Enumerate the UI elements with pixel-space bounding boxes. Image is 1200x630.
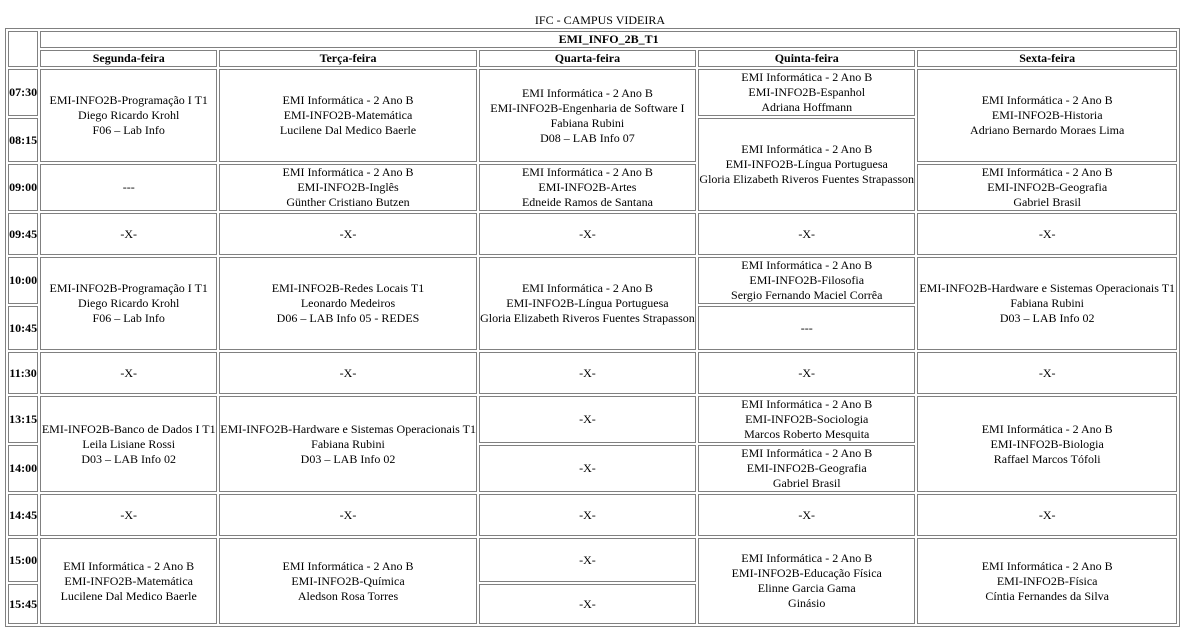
slot-line: EMI-INFO2B-Filosofia xyxy=(749,273,865,287)
slot-line: -X- xyxy=(120,507,138,522)
slot-line: EMI-INFO2B-Física xyxy=(996,573,1098,588)
slot-line: EMI-INFO2B-Matemática xyxy=(283,108,413,122)
slot-line: EMI Informática - 2 Ano B xyxy=(741,258,873,272)
slot-line: EMI Informática - 2 Ano B xyxy=(741,70,873,84)
slot-line: Lucilene Dal Medico Baerle xyxy=(279,123,417,137)
slot-line: -X- xyxy=(120,226,138,241)
class-slot-tuesday xyxy=(219,69,477,162)
slot-line: Adriano Bernardo Moraes Lima xyxy=(970,123,1125,137)
class-slot-friday xyxy=(917,494,1177,536)
slot-line: Gloria Elizabeth Riveros Fuentes Strapasson xyxy=(480,311,695,325)
slot-line: EMI-INFO2B-Geografia xyxy=(987,180,1108,194)
class-slot-friday xyxy=(917,396,1177,492)
slot-line: EMI Informática - 2 Ano B xyxy=(282,165,414,179)
slot-line: EMI-INFO2B-Matemática xyxy=(64,573,194,588)
slot-line: Ginásio xyxy=(788,596,826,610)
slot-line: EMI Informática - 2 Ano B xyxy=(521,165,653,179)
slot-line: Fabiana Rubini xyxy=(311,436,385,451)
class-slot-monday xyxy=(40,164,217,211)
slot-line: EMI-INFO2B-Língua Portuguesa xyxy=(725,157,888,171)
slot-line: EMI Informática - 2 Ano B xyxy=(741,551,873,565)
slot-line: EMI Informática - 2 Ano B xyxy=(63,558,195,573)
slot-line: EMI-INFO2B-Hardware e Sistemas Operacionais T1 xyxy=(919,281,1176,295)
slot-line: EMI-INFO2B-Banco de Dados I T1 xyxy=(41,421,216,436)
class-slot-friday xyxy=(917,164,1177,211)
class-slot-monday xyxy=(40,352,217,394)
class-slot-monday xyxy=(40,494,217,536)
slot-line: -X- xyxy=(798,226,816,241)
slot-line: -X- xyxy=(1038,365,1056,380)
slot-line: Fabiana Rubini xyxy=(550,115,625,130)
slot-line: D03 – LAB Info 02 xyxy=(81,451,177,466)
slot-line: Gabriel Brasil xyxy=(772,476,841,490)
slot-line: EMI-INFO2B-Geografia xyxy=(746,461,867,475)
class-slot-thursday xyxy=(698,352,915,394)
slot-line: -X- xyxy=(798,507,816,522)
class-slot-monday xyxy=(40,69,217,162)
slot-line: Raffael Marcos Tófoli xyxy=(993,451,1101,466)
slot-line: Fabiana Rubini xyxy=(1010,296,1085,310)
corner-cell xyxy=(8,31,38,67)
class-slot-tuesday xyxy=(219,164,477,211)
slot-line: -X- xyxy=(339,365,357,380)
slot-line: Diego Ricardo Krohl xyxy=(78,108,180,122)
class-slot-wednesday xyxy=(479,352,696,394)
slot-line: EMI-INFO2B-Hardware e Sistemas Operacionais T1 xyxy=(220,421,476,436)
class-slot-monday xyxy=(40,213,217,255)
slot-line: -X- xyxy=(339,226,357,241)
slot-line: EMI-INFO2B-Língua Portuguesa xyxy=(506,296,669,310)
class-slot-tuesday xyxy=(219,538,477,624)
class-slot-tuesday xyxy=(219,213,477,255)
slot-line: D03 – LAB Info 02 xyxy=(999,311,1095,325)
schedule-body xyxy=(8,69,1177,624)
slot-line: -X- xyxy=(579,461,596,475)
slot-line: EMI Informática - 2 Ano B xyxy=(981,421,1113,436)
class-slot-thursday xyxy=(698,257,915,304)
slot-line: D06 – LAB Info 05 - REDES xyxy=(276,311,420,325)
day-header-tuesday: Terça-feira xyxy=(219,50,477,67)
slot-line: EMI-INFO2B-Engenharia de Software I xyxy=(490,100,685,115)
class-slot-thursday xyxy=(698,69,915,116)
slot-line: Leonardo Medeiros xyxy=(300,296,396,310)
class-slot-wednesday xyxy=(479,584,696,624)
slot-line: Elinne Garcia Gama xyxy=(757,581,856,595)
slot-line: -X- xyxy=(579,507,596,522)
slot-line: -X- xyxy=(1038,226,1056,241)
slot-line: EMI-INFO2B-Educação Física xyxy=(731,566,882,580)
slot-line: EMI-INFO2B-Artes xyxy=(538,180,637,194)
class-slot-thursday xyxy=(698,306,915,350)
class-slot-wednesday xyxy=(479,164,696,211)
class-slot-thursday xyxy=(698,213,915,255)
slot-line: EMI-INFO2B-Inglês xyxy=(297,180,399,194)
time-row xyxy=(8,538,1177,582)
slot-line: -X- xyxy=(579,365,596,380)
slot-line: EMI Informática - 2 Ano B xyxy=(282,93,414,107)
slot-line: EMI-INFO2B-Sociologia xyxy=(745,412,869,426)
class-slot-tuesday xyxy=(219,257,477,350)
class-slot-thursday xyxy=(698,538,915,624)
slot-line: -X- xyxy=(120,365,138,380)
class-slot-wednesday xyxy=(479,213,696,255)
slot-line: -X- xyxy=(579,226,596,241)
class-slot-friday xyxy=(917,69,1177,162)
slot-line: Lucilene Dal Medico Baerle xyxy=(60,588,197,603)
slot-line: Edneide Ramos de Santana xyxy=(521,195,653,209)
class-slot-monday xyxy=(40,396,217,492)
class-slot-friday xyxy=(917,257,1177,350)
slot-line: F06 – Lab Info xyxy=(92,311,165,325)
class-slot-wednesday xyxy=(479,538,696,582)
slot-line: -X- xyxy=(579,412,596,426)
slot-line: EMI Informática - 2 Ano B xyxy=(521,281,653,295)
class-slot-thursday xyxy=(698,445,915,492)
slot-line: Gabriel Brasil xyxy=(1013,195,1082,209)
time-label: 13:15 xyxy=(8,396,38,443)
day-header-friday: Sexta-feira xyxy=(917,50,1177,67)
slot-line: EMI Informática - 2 Ano B xyxy=(981,93,1113,107)
time-row xyxy=(8,494,1177,536)
slot-line: --- xyxy=(122,180,135,194)
time-label: 08:15 xyxy=(8,118,38,162)
time-label: 09:45 xyxy=(8,213,38,255)
class-slot-tuesday xyxy=(219,352,477,394)
time-label: 15:00 xyxy=(8,538,38,582)
slot-line: Adriana Hoffmann xyxy=(761,100,853,114)
slot-line: Sergio Fernando Maciel Corrêa xyxy=(731,288,883,302)
slot-line: D08 – LAB Info 07 xyxy=(540,130,635,145)
slot-line: EMI Informática - 2 Ano B xyxy=(981,558,1113,573)
slot-line: --- xyxy=(800,320,813,335)
slot-line: Günther Cristiano Butzen xyxy=(286,195,410,209)
class-slot-thursday xyxy=(698,494,915,536)
slot-line: EMI-INFO2B-Espanhol xyxy=(748,85,866,99)
slot-line: EMI Informática - 2 Ano B xyxy=(741,142,873,156)
slot-line: -X- xyxy=(579,552,596,567)
class-slot-thursday xyxy=(698,396,915,443)
time-row xyxy=(8,352,1177,394)
slot-line: -X- xyxy=(1038,507,1056,522)
slot-line: EMI-INFO2B-Programação I T1 xyxy=(49,281,208,295)
slot-line: EMI Informática - 2 Ano B xyxy=(521,85,653,100)
slot-line: D03 – LAB Info 02 xyxy=(300,451,396,466)
time-label: 15:45 xyxy=(8,584,38,624)
time-row xyxy=(8,257,1177,304)
class-slot-tuesday xyxy=(219,396,477,492)
slot-line: -X- xyxy=(798,365,816,380)
schedule-table xyxy=(5,28,1180,627)
slot-line: Diego Ricardo Krohl xyxy=(78,296,180,310)
slot-line: EMI-INFO2B-Química xyxy=(291,573,405,588)
class-title: EMI_INFO_2B_T1 xyxy=(40,31,1177,48)
class-slot-tuesday xyxy=(219,494,477,536)
slot-line: EMI-INFO2B-Programação I T1 xyxy=(49,93,208,107)
slot-line: -X- xyxy=(579,596,596,611)
slot-line: Cíntia Fernandes da Silva xyxy=(985,588,1110,603)
slot-line: Gloria Elizabeth Riveros Fuentes Strapasson xyxy=(699,172,915,186)
time-label: 14:45 xyxy=(8,494,38,536)
class-slot-monday xyxy=(40,257,217,350)
time-row xyxy=(8,164,1177,211)
class-slot-friday xyxy=(917,352,1177,394)
slot-line: EMI Informática - 2 Ano B xyxy=(981,165,1113,179)
slot-line: EMI Informática - 2 Ano B xyxy=(282,558,414,573)
slot-line: EMI-INFO2B-Biologia xyxy=(990,436,1104,451)
slot-line: Marcos Roberto Mesquita xyxy=(744,427,870,441)
slot-line: EMI-INFO2B-Historia xyxy=(991,108,1103,122)
slot-line: EMI Informática - 2 Ano B xyxy=(741,397,873,411)
day-header-row xyxy=(8,50,1177,67)
time-label: 10:45 xyxy=(8,306,38,350)
time-label: 09:00 xyxy=(8,164,38,211)
time-row xyxy=(8,213,1177,255)
time-label: 11:30 xyxy=(8,352,38,394)
slot-line: EMI Informática - 2 Ano B xyxy=(741,446,873,460)
class-slot-wednesday xyxy=(479,445,696,492)
class-slot-thursday xyxy=(698,118,915,211)
day-header-thursday: Quinta-feira xyxy=(698,50,915,67)
time-label: 07:30 xyxy=(8,69,38,116)
slot-line: EMI-INFO2B-Redes Locais T1 xyxy=(271,281,425,295)
class-slot-friday xyxy=(917,538,1177,624)
class-slot-wednesday xyxy=(479,396,696,443)
class-slot-wednesday xyxy=(479,69,696,162)
class-slot-wednesday xyxy=(479,494,696,536)
class-slot-monday xyxy=(40,538,217,624)
time-label: 14:00 xyxy=(8,445,38,492)
slot-line: Aledson Rosa Torres xyxy=(297,588,399,603)
day-header-wednesday: Quarta-feira xyxy=(479,50,696,67)
slot-line: -X- xyxy=(339,507,357,522)
slot-line: Leila Lisiane Rossi xyxy=(82,436,176,451)
time-row xyxy=(8,69,1177,116)
page-caption: IFC - CAMPUS VIDEIRA xyxy=(534,13,666,27)
day-header-monday: Segunda-feira xyxy=(40,50,217,67)
class-slot-wednesday xyxy=(479,257,696,350)
time-label: 10:00 xyxy=(8,257,38,304)
class-slot-friday xyxy=(917,213,1177,255)
time-row xyxy=(8,396,1177,443)
slot-line: F06 – Lab Info xyxy=(92,123,165,137)
